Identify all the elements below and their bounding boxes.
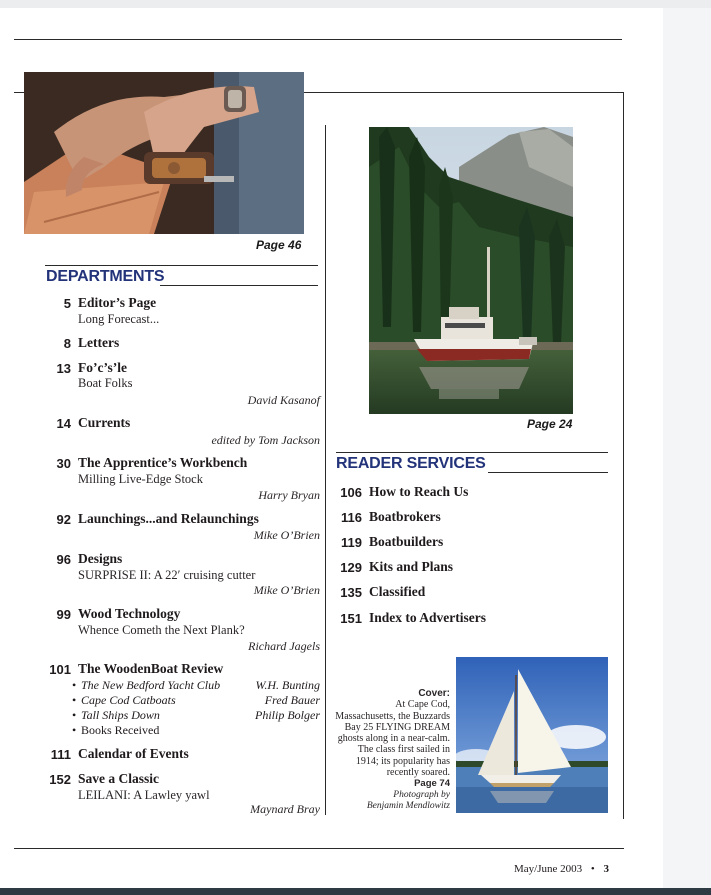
review-author: Fred Bauer [264, 693, 320, 707]
review-title: The New Bedford Yacht Club [81, 678, 221, 692]
cover-caption [333, 688, 450, 812]
entry-title: Editor’s Page [78, 295, 157, 310]
entry-byline: edited by Tom Jackson [211, 433, 320, 447]
column-divider [325, 125, 326, 815]
page-number: 8 [63, 336, 71, 351]
entry-title: Designs [78, 551, 123, 566]
entry-subtitle: Milling Live-Edge Stock [78, 472, 203, 486]
bottom-rule [14, 848, 624, 849]
top-rule [14, 39, 622, 40]
frame-top-rule [304, 92, 624, 93]
reader-services-rule-bottom [488, 472, 608, 473]
review-item [72, 723, 320, 738]
review-item [72, 693, 320, 708]
reader-services-rule-top [336, 452, 608, 453]
page-number: 92 [56, 512, 71, 527]
review-item [72, 678, 320, 693]
entry-byline: Harry Bryan [258, 488, 320, 502]
page-number: 5 [63, 296, 71, 311]
entry-title: Launchings...and Relaunchings [78, 511, 259, 526]
departments-heading: DEPARTMENTS [46, 268, 165, 285]
bullet: • [72, 708, 77, 722]
frame-top-left-stub [14, 92, 24, 93]
review-title: Books Received [81, 723, 160, 737]
review-author: Philip Bolger [255, 708, 320, 722]
cover-credit-line1: Photograph by [393, 789, 450, 800]
departments-rule-top [45, 265, 318, 266]
bullet: • [72, 678, 77, 692]
entry-subtitle: SURPRISE II: A 22′ cruising cutter [78, 568, 256, 582]
entry-title: The WoodenBoat Review [78, 661, 224, 676]
boat-photo [369, 127, 573, 414]
bullet: • [72, 693, 77, 707]
folio [514, 863, 609, 875]
page-number: 151 [340, 611, 362, 626]
entry-title: Letters [78, 335, 120, 350]
entry-title: Wood Technology [78, 606, 181, 621]
top-photo-caption: Page 46 [256, 238, 302, 252]
entry-byline: Richard Jagels [248, 639, 320, 653]
entry-byline: David Kasanof [247, 393, 320, 407]
entry-title: Boatbrokers [369, 509, 441, 524]
cover-label: Cover: [418, 688, 450, 699]
entry-subtitle: LEILANI: A Lawley yawl [78, 788, 210, 802]
page-number: 129 [340, 560, 362, 575]
departments-rule-bottom [160, 285, 318, 286]
frame-right-rule [623, 92, 624, 819]
cover-text: At Cape Cod, Massachusetts, the Buzzards Bay 25 FLYING DREAM ghosts along in a near-calm. The class first sailed in 1914; its popularity has recently soared. [335, 699, 450, 779]
woodworking-photo [24, 72, 304, 234]
bullet: • [72, 723, 77, 737]
reader-services-heading: READER SERVICES [336, 455, 486, 472]
entry-subtitle: Whence Cometh the Next Plank? [78, 623, 245, 637]
review-title: Tall Ships Down [81, 708, 160, 722]
page-number: 116 [341, 510, 362, 525]
entry-title: Save a Classic [78, 771, 159, 786]
cover-page: Page 74 [414, 778, 450, 790]
entry-byline: Mike O’Brien [253, 528, 320, 542]
entry-title: Fo’c’s’le [78, 360, 127, 375]
page-number: 101 [49, 662, 71, 677]
page-number: 13 [56, 361, 71, 376]
page-number: 30 [56, 456, 71, 471]
cover-photo [456, 657, 608, 813]
review-author: W.H. Bunting [255, 678, 320, 692]
page-number: 96 [56, 552, 71, 567]
right-photo-caption: Page 24 [527, 417, 573, 431]
folio-bullet: • [590, 863, 595, 875]
page-number: 99 [56, 607, 71, 622]
entry-title: The Apprentice’s Workbench [78, 455, 248, 470]
viewer-bottom-strip [0, 888, 711, 895]
cover-credit-line2: Benjamin Mendlowitz [366, 800, 450, 811]
review-item [72, 708, 320, 723]
entry-byline: Maynard Bray [250, 802, 320, 816]
entry-title: Currents [78, 415, 131, 430]
entry-title: Index to Advertisers [369, 610, 486, 625]
entry-subtitle: Long Forecast... [78, 312, 160, 326]
page-number: 106 [340, 485, 362, 500]
page-number: 14 [56, 416, 71, 431]
page-gutter [663, 8, 711, 888]
page-number: 119 [341, 535, 362, 550]
issue-date: May/June 2003 [514, 863, 583, 875]
entry-subtitle: Boat Folks [78, 376, 133, 390]
review-title: Cape Cod Catboats [81, 693, 176, 707]
entry-byline: Mike O’Brien [253, 583, 320, 597]
entry-title: How to Reach Us [369, 484, 469, 499]
entry-title: Calendar of Events [78, 746, 189, 761]
entry-title: Classified [369, 584, 426, 599]
page-number: 152 [49, 772, 71, 787]
page-number: 111 [50, 747, 71, 762]
page-number: 3 [603, 863, 609, 875]
entry-title: Kits and Plans [369, 559, 454, 574]
page-number: 135 [340, 585, 362, 600]
entry-title: Boatbuilders [369, 534, 444, 549]
